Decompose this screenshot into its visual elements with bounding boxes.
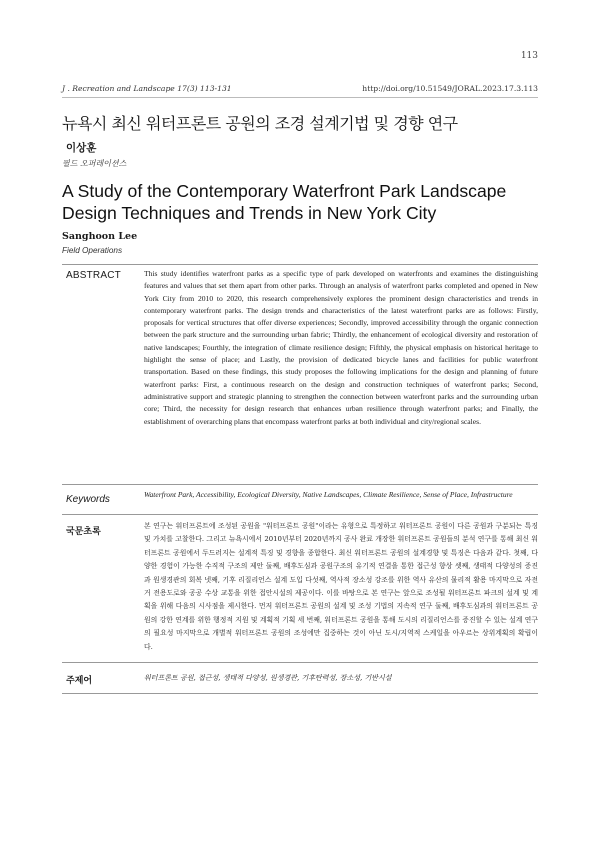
doi-link[interactable]: http://doi.org/10.51549/JORAL.2023.17.3.113 [362,84,538,93]
journal-citation: J . Recreation and Landscape 17(3) 113-131 [62,84,232,93]
korean-abstract-text: 본 연구는 워터프론트에 조성된 공원을 "워터프론트 공원"이라는 유형으로 특정하고 워터프론트 공원이 다른 공원과 구분되는 특징 및 가치를 고찰한다. 그리고 뉴욕시에서 2010년부터 2020년까지 공사 완료 개장한 워터프론트 공원들의 분석 연구를 통해 최신 워터프론트 공원에서 두드러지는 설계적 특징 및 경향을 종합한다. 최신 워터프론트 공원의 설계경향 및 특징은 다음과 같다. 첫째, 다양한 경험이 가능한 수직적 구조의 제안 둘째, 배후도심과 공원구조의 유기적 연결을 통한 접근성 향상 셋째, 생태적 다양성의 증진과 원생경관의 회복 넷째, 기후 리질리언스 설계 도입 다섯째, 역사적 장소성 강조를 위한 역사 유산의 물리적 활용 마지막으로 자전거 전용도로와 공공 수상 교통을 위한 접안시설의 제공이다. 이를 바탕으로 본 연구는 앞으로 조성될 워터프론트 파크의 설계 및 계획을 위해 다음의 시사점을 제시한다. 먼저 워터프론트 공원의 설계 및 조성 기법의 지속적 연구 둘째, 배후도심과의 워터프론트 공원의 강한 연계를 위한 행정적 지원 및 계획적 기획 세 번째, 워터프론트 공원을 통해 도시의 리질리언스를 증진할 수 있는 설계 연구의 필요성 마지막으로 개별적 워터프론트 공원의 조성에만 집중하는 것이 아닌 도시/지역적 스케일을 아우르는 상위계획의 확립이다. [144,522,538,651]
abstract-label: ABSTRACT [66,270,121,281]
english-author: Sanghoon Lee [62,231,138,242]
running-header [62,84,538,93]
korean-author: 이상훈 [66,142,97,154]
keywords-top-divider [62,484,538,485]
abstract-text: This study identifies waterfront parks as a specific type of park developed on waterfronts and examines the distinguishing features and values that set them apart from other parks. Through an analysis of waterfront parks completed and opened in New York City from 2010 to 2020, this research comprehensively explores the prominent design characteristics and trends in contemporary waterfront parks. The design trends and characteristics of the latest waterfront parks are as follows: Firstly, proposals for vertical structures that offer diverse experiences; Secondly, improved accessibility through the organic connection between the park structure and the surrounding urban fabric; Thirdly, the enhancement of ecological diversity and restoration of native landscapes; Fourthly, the integration of climate resilience design; Fifthly, the physical emphasis on historical heritage to highlight the sense of place; and Lastly, the provision of dedicated bicycle lanes and facilities for public waterfront transportation. Based on these findings, this study proposes the following implications for the design and planning of future waterfront parks: First, a continuous research on the design and construction techniques of waterfront parks; Second, administrative support and strategic planning to strengthen the connection between waterfront parks and the surrounding urban core; Third, the necessity for design research that enhances urban resilience through waterfront parks; and Finally, the establishment of overarching plans that encompass waterfront parks at both individual and city/regional scales. [144,269,538,426]
korean-keywords-text: 워터프론트 공원, 접근성, 생태적 다양성, 원생경관, 기후탄력성, 장소성, 기반시설 [144,674,392,682]
english-title: A Study of the Contemporary Waterfront Park Landscape Design Techniques and Trends in New York City [62,181,507,223]
abstract-top-divider [62,264,538,265]
header-divider [62,97,538,98]
korean-affiliation: 필드 오퍼레이션스 [62,159,127,168]
english-affiliation: Field Operations [62,246,123,255]
korean-keywords-top-divider [62,662,538,663]
keywords-label: Keywords [66,494,110,505]
page-number: 113 [520,51,538,61]
korean-title: 뉴욕시 최신 워터프론트 공원의 조경 설계기법 및 경향 연구 [62,114,458,133]
korean-keywords-bottom-divider [62,693,538,694]
keywords-text: Waterfront Park, Accessibility, Ecological Diversity, Native Landscapes, Climate Resilience, Sense of Place, Infrastructure [144,490,513,499]
korean-abstract-label: 국문초록 [66,527,101,537]
korean-abstract-top-divider [62,514,538,515]
korean-keywords-label: 주제어 [66,676,93,686]
